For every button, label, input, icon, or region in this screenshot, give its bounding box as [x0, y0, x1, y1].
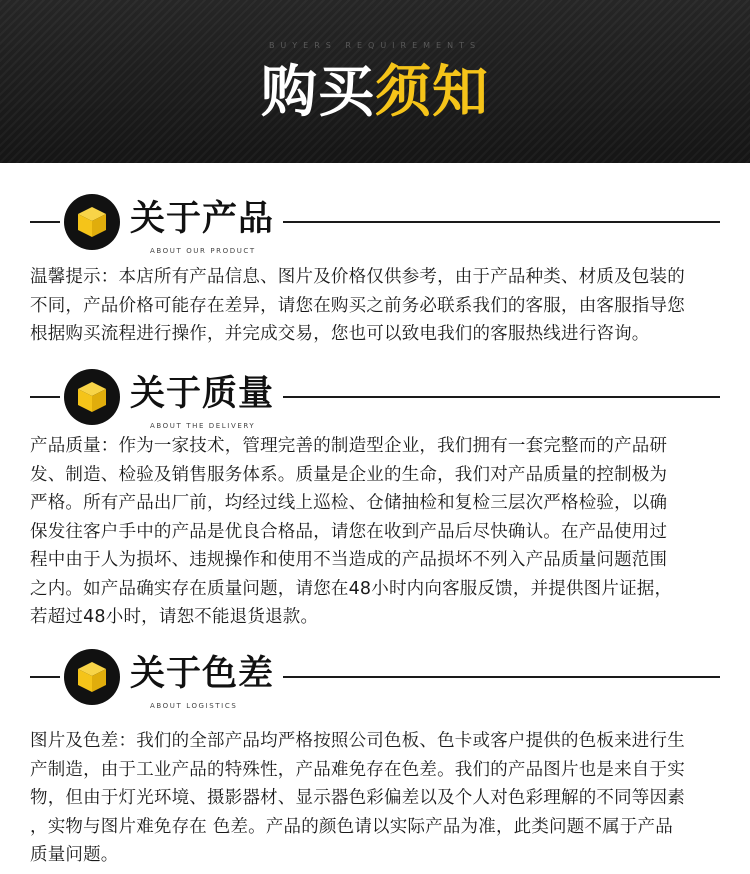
section-subtitle: ABOUT OUR PRODUCT	[150, 247, 256, 255]
section-title: 关于产品	[130, 199, 275, 239]
paragraph-line: 保发往客户手中的产品是优良合格品，请您在收到产品后尽快确认。在产品使用过	[30, 521, 668, 542]
section-subtitle: ABOUT LOGISTICS	[150, 702, 238, 710]
cube-icon	[64, 369, 120, 425]
paragraph-line: 物，但由于灯光环境、摄影器材、显示器色彩偏差以及个人对色彩理解的不同等因素	[30, 788, 685, 808]
cube-icon	[64, 194, 120, 250]
divider-left	[30, 221, 60, 223]
page-title	[0, 58, 750, 128]
divider-right	[283, 396, 720, 398]
paragraph-line: 产制造，由于工业产品的特殊性，产品难免存在色差。我们的产品图片也是来自于实	[30, 759, 685, 780]
section-header-quality	[0, 365, 750, 435]
paragraph-line: 产品质量：作为一家技术，管理完善的制造型企业，我们拥有一套完整而的产品研	[30, 436, 668, 456]
paragraph-line: 发、制造、检验及销售服务体系。质量是企业的生命，我们对产品质量的控制极为	[30, 464, 668, 485]
cube-icon	[64, 649, 120, 705]
paragraph-line: 之内。如产品确实存在质量问题，请您在48小时内向客服反馈，并提供图片证据，	[30, 578, 673, 599]
banner-subtitle: BUYERS REQUIREMENTS	[268, 41, 482, 50]
section-header-product	[0, 190, 750, 260]
divider-left	[30, 676, 60, 678]
section-paragraph-color	[30, 727, 722, 870]
divider-right	[283, 676, 720, 678]
paragraph-line: 温馨提示：本店所有产品信息、图片及价格仅供参考，由于产品种类、材质及包装的	[30, 267, 685, 287]
header-banner	[0, 0, 750, 163]
section-title: 关于质量	[130, 374, 275, 414]
paragraph-line: 程中由于人为损坏、违规操作和使用不当造成的产品损坏不列入产品质量问题范围	[30, 550, 668, 570]
paragraph-line: ，实物与图片难免存在 色差。产品的颜色请以实际产品为准，此类问题不属于产品	[30, 816, 673, 837]
section-paragraph-product	[30, 263, 722, 349]
title-white-part: 购买	[261, 60, 375, 125]
section-title: 关于色差	[130, 654, 275, 694]
paragraph-line: 不同，产品价格可能存在差异，请您在购买之前务必联系我们的客服，由客服指导您	[30, 295, 685, 316]
paragraph-line: 若超过48小时，请恕不能退货退款。	[30, 607, 319, 627]
paragraph-line: 严格。所有产品出厂前，均经过线上巡检、仓储抽检和复检三层次严格检验，以确	[30, 493, 668, 513]
title-yellow-part: 须知	[375, 60, 489, 125]
paragraph-line: 图片及色差：我们的全部产品均严格按照公司色板、色卡或客户提供的色板来进行生	[30, 731, 685, 751]
divider-right	[283, 221, 720, 223]
paragraph-line: 根据购买流程进行操作，并完成交易，您也可以致电我们的客服热线进行咨询。	[30, 324, 650, 344]
paragraph-line: 质量问题。	[30, 845, 119, 865]
divider-left	[30, 396, 60, 398]
section-header-color	[0, 645, 750, 715]
section-subtitle: ABOUT THE DELIVERY	[150, 422, 256, 430]
section-paragraph-quality	[30, 432, 722, 632]
